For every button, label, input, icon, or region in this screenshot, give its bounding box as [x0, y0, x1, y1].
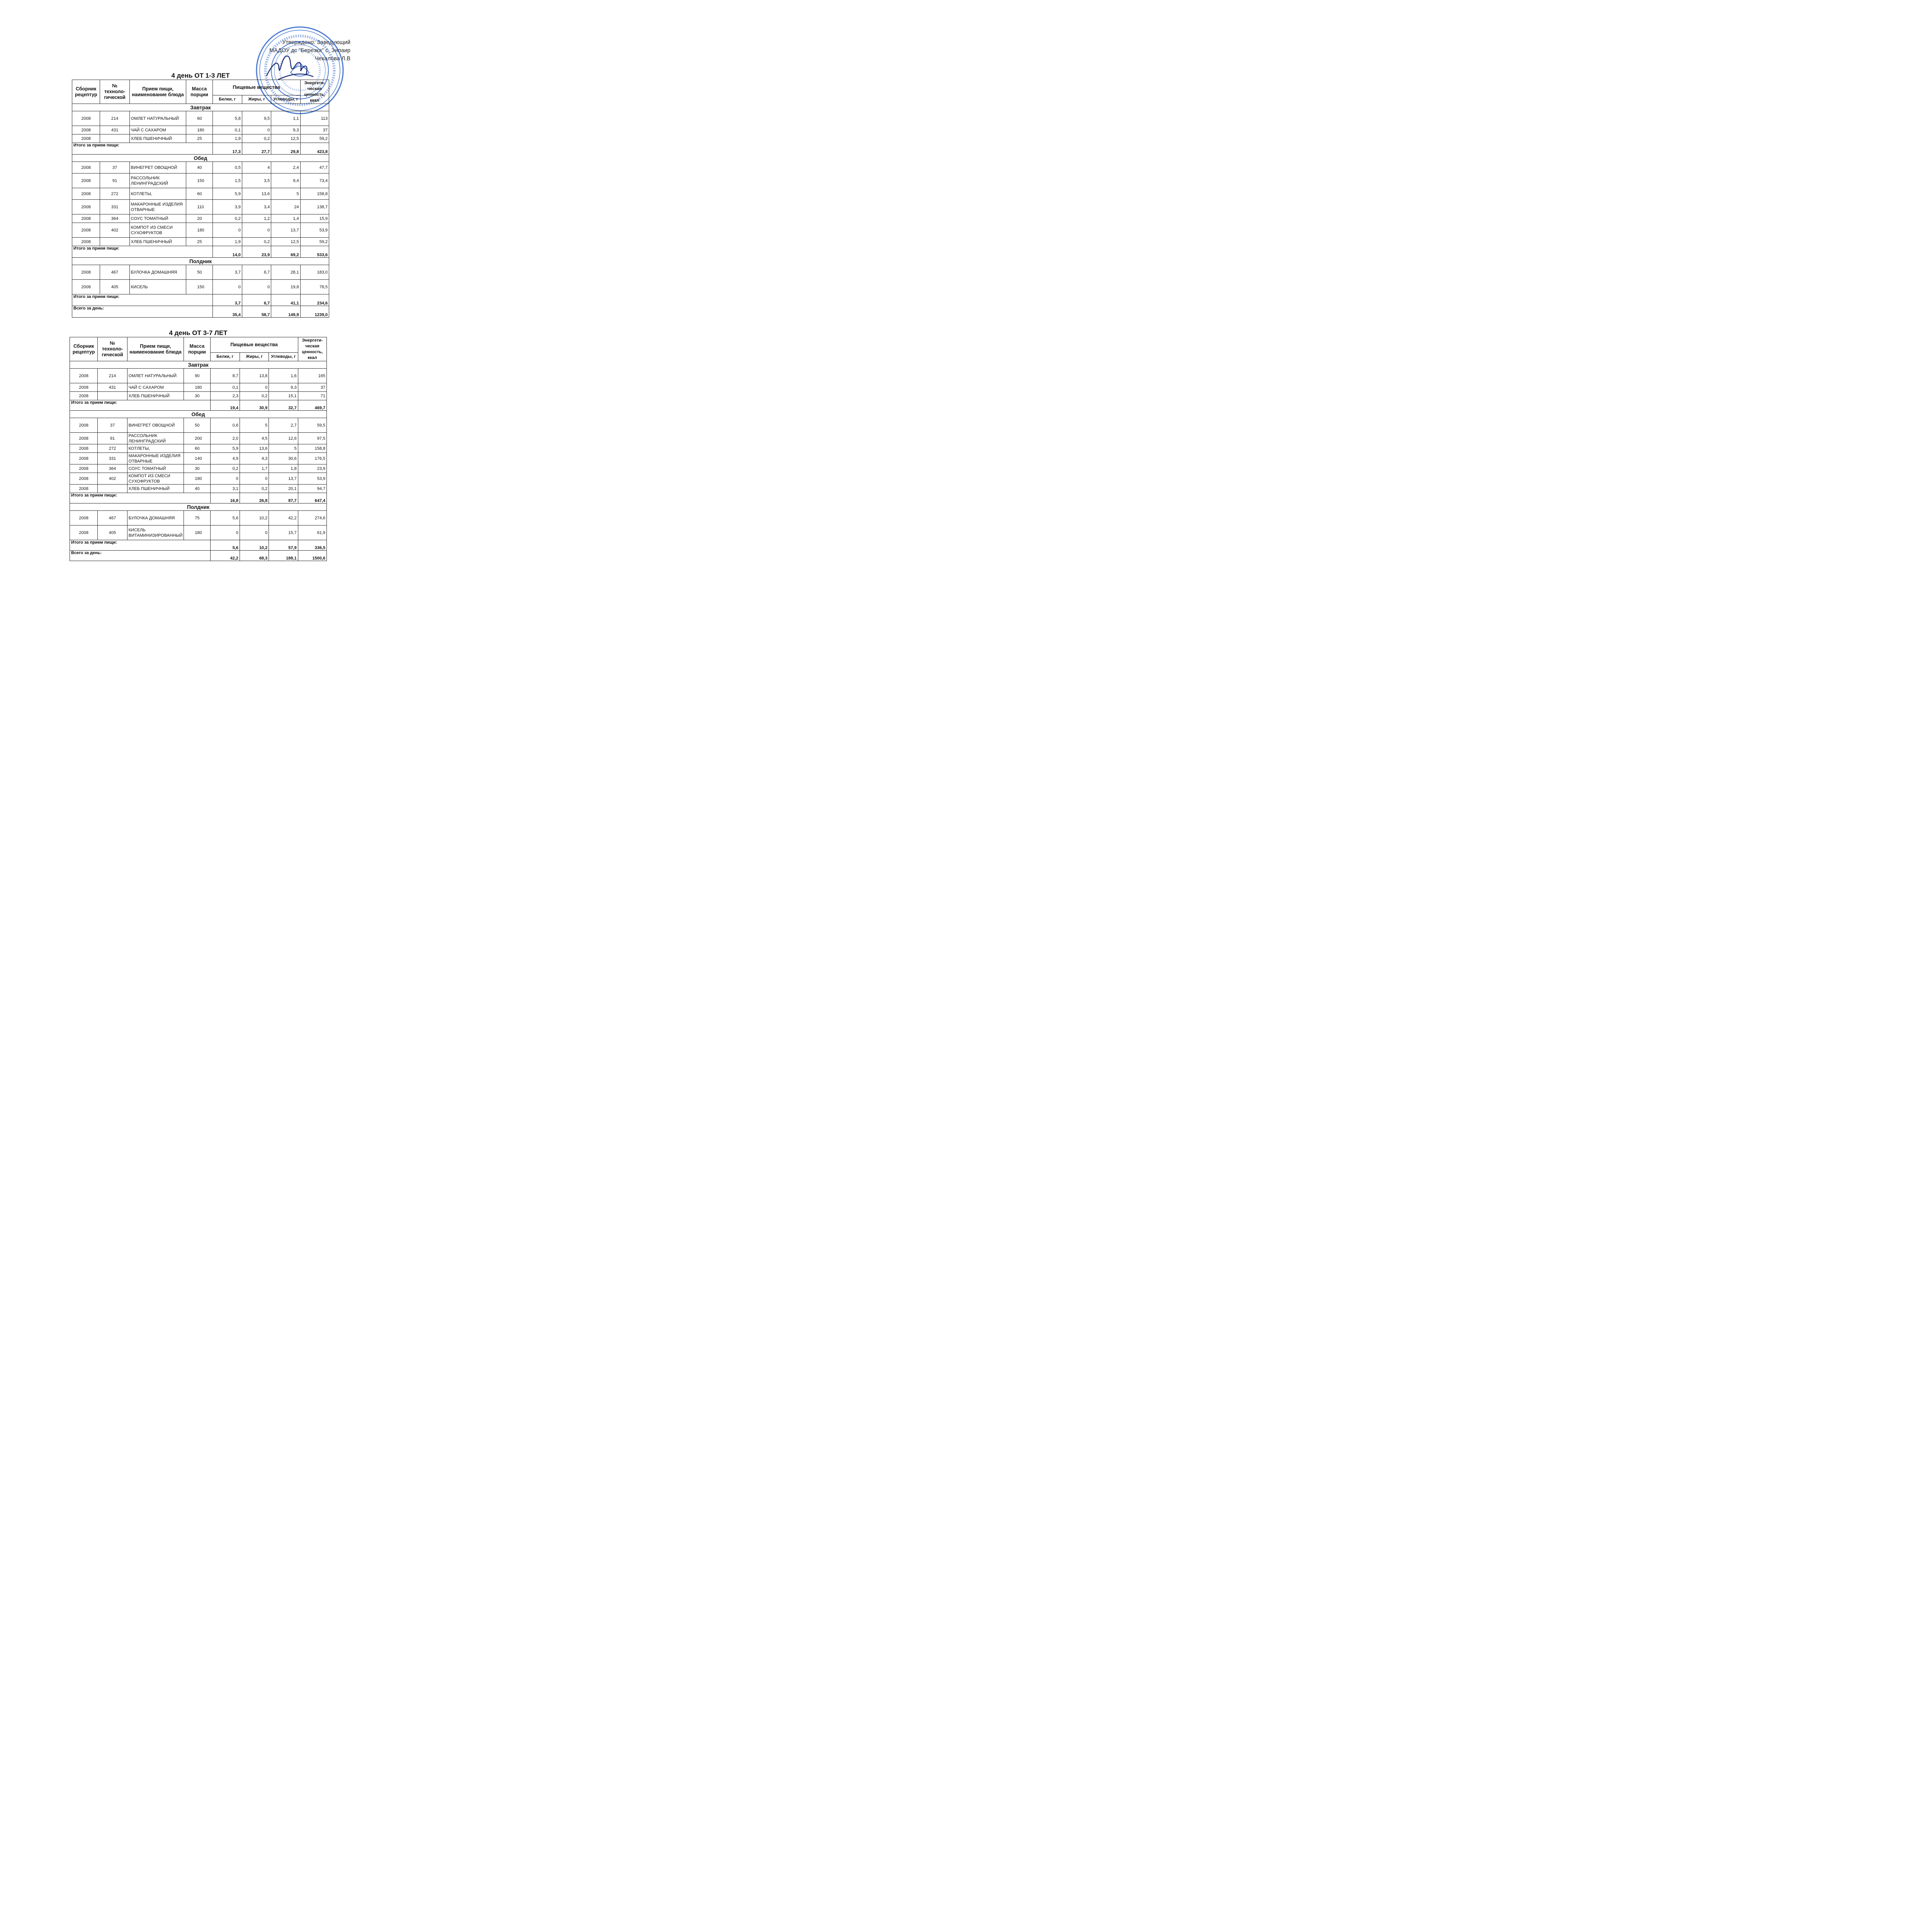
recipe-collection-cell: 2008	[70, 473, 98, 485]
day-total-energy: 1500,6	[298, 551, 326, 561]
table-row	[72, 162, 329, 173]
meal-heading: Завтрак	[72, 104, 329, 111]
meal-total-proteins: 3,7	[213, 294, 242, 306]
day-total-energy: 1239,0	[300, 306, 329, 318]
meal-total-carbs: 87,7	[269, 493, 298, 503]
energy-cell: 78,5	[300, 280, 329, 294]
table-row	[70, 369, 327, 383]
tech-card-number-cell: 272	[100, 188, 129, 200]
energy-cell: 97,5	[298, 433, 326, 444]
table-row	[72, 200, 329, 214]
carbs-cell: 1,6	[269, 369, 298, 383]
carbs-cell: 1,4	[271, 214, 300, 223]
dish-name-cell: КОТЛЕТЫ,	[127, 444, 184, 453]
table-row	[72, 265, 329, 280]
meal-total-fats: 30,9	[240, 400, 269, 411]
energy-cell: 61,9	[298, 526, 326, 540]
dish-name-cell: МАКАРОННЫЕ ИЗДЕЛИЯ ОТВАРНЫЕ	[129, 200, 186, 214]
proteins-cell: 0	[213, 280, 242, 294]
tech-card-number-cell: 431	[98, 383, 127, 392]
meal-total-label: Итого за прием пищи:	[70, 400, 211, 411]
col-header-nutrients: Пищевые вещества	[210, 337, 298, 353]
portion-mass-cell: 30	[184, 464, 210, 473]
meal-total-carbs: 41,1	[271, 294, 300, 306]
meal-total-carbs: 69,2	[271, 246, 300, 258]
proteins-cell: 1,9	[213, 134, 242, 143]
fats-cell: 1,7	[240, 464, 269, 473]
fats-cell: 1,2	[242, 214, 271, 223]
recipe-collection-cell: 2008	[70, 453, 98, 464]
tech-card-number-cell: 467	[98, 511, 127, 526]
col-header-tech-no: № техноло-гической	[100, 80, 129, 104]
portion-mass-cell: 20	[186, 214, 213, 223]
proteins-cell: 5,9	[213, 188, 242, 200]
dish-name-cell: БУЛОЧКА ДОМАШНЯЯ	[127, 511, 184, 526]
tech-card-number-cell: 272	[98, 444, 127, 453]
table-row	[70, 464, 327, 473]
energy-cell: 53,9	[298, 473, 326, 485]
meal-total-label: Итого за прием пищи:	[72, 143, 213, 155]
col-header-meal-name: Прием пищи, наименование блюда	[129, 80, 186, 104]
portion-mass-cell: 180	[184, 383, 210, 392]
table-row	[70, 418, 327, 433]
dish-name-cell: МАКАРОННЫЕ ИЗДЕЛИЯ ОТВАРНЫЕ	[127, 453, 184, 464]
carbs-cell: 19,8	[271, 280, 300, 294]
fats-cell: 0	[240, 473, 269, 485]
tech-card-number-cell: 91	[98, 433, 127, 444]
col-header-carbs: Углеводы, г	[271, 95, 300, 104]
dish-name-cell: ХЛЕБ ПШЕНИЧНЫЙ	[127, 392, 184, 400]
meal-total-fats: 23,9	[242, 246, 271, 258]
portion-mass-cell: 180	[186, 126, 213, 134]
tech-card-number-cell: 364	[98, 464, 127, 473]
fats-cell: 13,6	[242, 188, 271, 200]
fats-cell: 0	[242, 280, 271, 294]
recipe-collection-cell: 2008	[70, 464, 98, 473]
meal-total-proteins: 14,0	[213, 246, 242, 258]
meal-total-label: Итого за прием пищи:	[70, 493, 211, 503]
meal-total-fats: 27,7	[242, 143, 271, 155]
carbs-cell: 28,1	[271, 265, 300, 280]
proteins-cell: 4,9	[210, 453, 240, 464]
dish-name-cell: ОМЛЕТ НАТУРАЛЬНЫЙ	[127, 369, 184, 383]
meal-total-carbs: 29,8	[271, 143, 300, 155]
day-total-fats: 58,7	[242, 306, 271, 318]
tech-card-number-cell	[100, 134, 129, 143]
meal-heading: Полдник	[72, 258, 329, 265]
col-header-fats: Жиры, г	[240, 353, 269, 361]
carbs-cell: 15,7	[269, 526, 298, 540]
menu-title-preschool: 4 день ОТ 3-7 ЛЕТ	[169, 329, 228, 337]
dish-name-cell: КОМПОТ ИЗ СМЕСИ СУХОФРУКТОВ	[127, 473, 184, 485]
proteins-cell: 0	[210, 473, 240, 485]
table-row	[72, 280, 329, 294]
energy-cell: 165	[298, 369, 326, 383]
energy-cell: 113	[300, 111, 329, 126]
recipe-collection-cell: 2008	[72, 126, 100, 134]
col-header-proteins: Белки, г	[213, 95, 242, 104]
carbs-cell: 1,1	[271, 111, 300, 126]
energy-cell: 59,5	[298, 418, 326, 433]
day-total-fats: 68,3	[240, 551, 269, 561]
recipe-collection-cell: 2008	[70, 485, 98, 493]
meal-total-energy: 234,6	[300, 294, 329, 306]
portion-mass-cell: 25	[186, 134, 213, 143]
table-row	[72, 223, 329, 238]
proteins-cell: 0,2	[210, 464, 240, 473]
portion-mass-cell: 50	[186, 265, 213, 280]
table-row	[70, 433, 327, 444]
carbs-cell: 42,2	[269, 511, 298, 526]
fats-cell: 6,7	[242, 265, 271, 280]
carbs-cell: 12,5	[271, 238, 300, 246]
dish-name-cell: КОТЛЕТЫ,	[129, 188, 186, 200]
energy-cell: 15,9	[300, 214, 329, 223]
fats-cell: 10,2	[240, 511, 269, 526]
recipe-collection-cell: 2008	[72, 214, 100, 223]
meal-total-energy: 533,6	[300, 246, 329, 258]
proteins-cell: 2,3	[210, 392, 240, 400]
recipe-collection-cell: 2008	[72, 173, 100, 188]
proteins-cell: 2,0	[210, 433, 240, 444]
fats-cell: 0	[242, 223, 271, 238]
recipe-collection-cell: 2008	[70, 418, 98, 433]
day-total-label: Всего за день:	[72, 306, 213, 318]
col-header-energy: Энергети-ческая ценность, ккал	[298, 337, 326, 361]
meal-total-fats: 10,2	[240, 540, 269, 551]
tech-card-number-cell: 91	[100, 173, 129, 188]
energy-cell: 71	[298, 392, 326, 400]
energy-cell: 23,9	[298, 464, 326, 473]
recipe-collection-cell: 2008	[72, 134, 100, 143]
meal-heading: Полдник	[70, 503, 327, 511]
energy-cell: 47,7	[300, 162, 329, 173]
approval-line-2: МАДОУ дс "Березка" с. Зилаир	[269, 48, 350, 54]
col-header-collection: Сборник рецептур	[72, 80, 100, 104]
dish-name-cell: РАССОЛЬНИК ЛЕНИНГРАДСКИЙ	[127, 433, 184, 444]
portion-mass-cell: 60	[186, 188, 213, 200]
day-total-carbs: 149,9	[271, 306, 300, 318]
carbs-cell: 2,7	[269, 418, 298, 433]
carbs-cell: 9,3	[269, 383, 298, 392]
fats-cell: 0,2	[242, 238, 271, 246]
table-row	[72, 238, 329, 246]
energy-cell: 37	[300, 126, 329, 134]
energy-cell: 53,9	[300, 223, 329, 238]
meal-total-carbs: 32,7	[269, 400, 298, 411]
carbs-cell: 13,7	[271, 223, 300, 238]
meal-total-proteins: 17,3	[213, 143, 242, 155]
proteins-cell: 3,1	[210, 485, 240, 493]
tech-card-number-cell: 331	[98, 453, 127, 464]
carbs-cell: 9,4	[271, 173, 300, 188]
portion-mass-cell: 30	[184, 392, 210, 400]
portion-mass-cell: 180	[184, 526, 210, 540]
proteins-cell: 0,5	[213, 162, 242, 173]
proteins-cell: 1,9	[213, 238, 242, 246]
proteins-cell: 3,7	[213, 265, 242, 280]
portion-mass-cell: 180	[186, 223, 213, 238]
meal-heading: Завтрак	[70, 361, 327, 369]
portion-mass-cell: 110	[186, 200, 213, 214]
recipe-collection-cell: 2008	[72, 265, 100, 280]
meal-total-proteins: 16,8	[210, 493, 240, 503]
meal-total-label: Итого за прием пищи:	[72, 294, 213, 306]
tech-card-number-cell: 402	[98, 473, 127, 485]
portion-mass-cell: 40	[186, 162, 213, 173]
tech-card-number-cell: 364	[100, 214, 129, 223]
recipe-collection-cell: 2008	[72, 238, 100, 246]
recipe-collection-cell: 2008	[72, 188, 100, 200]
portion-mass-cell: 200	[184, 433, 210, 444]
col-header-energy: Энергети-ческая ценность, ккал	[300, 80, 329, 104]
dish-name-cell: КИСЕЛЬ ВИТАМИНИЗИРОВАННЫЙ	[127, 526, 184, 540]
tech-card-number-cell: 214	[100, 111, 129, 126]
recipe-collection-cell: 2008	[70, 433, 98, 444]
dish-name-cell: КИСЕЛЬ	[129, 280, 186, 294]
tech-card-number-cell: 402	[100, 223, 129, 238]
meal-total-energy: 469,7	[298, 400, 326, 411]
portion-mass-cell: 150	[186, 280, 213, 294]
proteins-cell: 5,9	[210, 444, 240, 453]
fats-cell: 0,2	[242, 134, 271, 143]
table-row	[72, 173, 329, 188]
col-header-nutrients: Пищевые вещества	[213, 80, 300, 95]
portion-mass-cell: 40	[184, 485, 210, 493]
proteins-cell: 0,2	[213, 214, 242, 223]
proteins-cell: 8,7	[210, 369, 240, 383]
recipe-collection-cell: 2008	[70, 369, 98, 383]
recipe-collection-cell: 2008	[72, 280, 100, 294]
col-header-meal-name: Прием пищи, наименование блюда	[127, 337, 184, 361]
dish-name-cell: ХЛЕБ ПШЕНИЧНЫЙ	[129, 238, 186, 246]
tech-card-number-cell	[100, 238, 129, 246]
proteins-cell: 3,9	[213, 200, 242, 214]
fats-cell: 0	[242, 126, 271, 134]
fats-cell: 0,2	[240, 485, 269, 493]
approval-line-3: Чекалова Л.В	[315, 56, 350, 62]
meal-heading: Обед	[70, 411, 327, 418]
menu-table-toddlers	[72, 80, 329, 318]
approval-line-1: Утверждено: Заведующий	[282, 39, 350, 46]
proteins-cell: 0,6	[210, 418, 240, 433]
energy-cell: 176,5	[298, 453, 326, 464]
dish-name-cell: РАССОЛЬНИК ЛЕНИНГРАДСКИЙ	[129, 173, 186, 188]
fats-cell: 3,5	[242, 173, 271, 188]
fats-cell: 0	[240, 383, 269, 392]
recipe-collection-cell: 2008	[70, 444, 98, 453]
col-header-collection: Сборник рецептур	[70, 337, 98, 361]
col-header-proteins: Белки, г	[210, 353, 240, 361]
dish-name-cell: БУЛОЧКА ДОМАШНЯЯ	[129, 265, 186, 280]
proteins-cell: 0	[213, 223, 242, 238]
table-row	[70, 453, 327, 464]
tech-card-number-cell: 431	[100, 126, 129, 134]
carbs-cell: 5	[271, 188, 300, 200]
table-row	[72, 188, 329, 200]
dish-name-cell: ВИНЕГРЕТ ОВОЩНОЙ	[127, 418, 184, 433]
tech-card-number-cell: 37	[98, 418, 127, 433]
portion-mass-cell: 50	[184, 418, 210, 433]
tech-card-number-cell: 214	[98, 369, 127, 383]
meal-total-label: Итого за прием пищи:	[70, 540, 211, 551]
energy-cell: 158,8	[298, 444, 326, 453]
portion-mass-cell: 75	[184, 511, 210, 526]
tech-card-number-cell: 405	[98, 526, 127, 540]
portion-mass-cell: 25	[186, 238, 213, 246]
meal-total-carbs: 57,9	[269, 540, 298, 551]
meal-total-proteins: 5,6	[210, 540, 240, 551]
recipe-collection-cell: 2008	[72, 111, 100, 126]
proteins-cell: 0,1	[213, 126, 242, 134]
recipe-collection-cell: 2008	[72, 162, 100, 173]
table-row	[70, 526, 327, 540]
meal-total-proteins: 19,4	[210, 400, 240, 411]
day-total-proteins: 42,2	[210, 551, 240, 561]
energy-cell: 59,2	[300, 238, 329, 246]
tech-card-number-cell: 467	[100, 265, 129, 280]
energy-cell: 94,7	[298, 485, 326, 493]
recipe-collection-cell: 2008	[70, 383, 98, 392]
col-header-tech-no: № техноло-гической	[98, 337, 127, 361]
fats-cell: 4	[242, 162, 271, 173]
carbs-cell: 15,1	[269, 392, 298, 400]
meal-heading: Обед	[72, 155, 329, 162]
dish-name-cell: ЧАЙ С САХАРОМ	[127, 383, 184, 392]
dish-name-cell: ОМЛЕТ НАТУРАЛЬНЫЙ	[129, 111, 186, 126]
portion-mass-cell: 60	[186, 111, 213, 126]
menu-table-preschool	[70, 337, 327, 561]
carbs-cell: 2,4	[271, 162, 300, 173]
carbs-cell: 20,1	[269, 485, 298, 493]
table-row	[70, 473, 327, 485]
proteins-cell: 5,6	[210, 511, 240, 526]
portion-mass-cell: 180	[184, 473, 210, 485]
energy-cell: 59,2	[300, 134, 329, 143]
fats-cell: 5	[240, 418, 269, 433]
recipe-collection-cell: 2008	[70, 526, 98, 540]
table-row	[72, 111, 329, 126]
portion-mass-cell: 60	[184, 444, 210, 453]
day-total-carbs: 188,1	[269, 551, 298, 561]
dish-name-cell: ХЛЕБ ПШЕНИЧНЫЙ	[127, 485, 184, 493]
meal-total-label: Итого за прием пищи:	[72, 246, 213, 258]
carbs-cell: 12,5	[271, 134, 300, 143]
proteins-cell: 1,5	[213, 173, 242, 188]
energy-cell: 158,8	[300, 188, 329, 200]
carbs-cell: 24	[271, 200, 300, 214]
table-row	[72, 126, 329, 134]
tech-card-number-cell	[98, 485, 127, 493]
tech-card-number-cell	[98, 392, 127, 400]
proteins-cell: 0	[210, 526, 240, 540]
portion-mass-cell: 90	[184, 369, 210, 383]
recipe-collection-cell: 2008	[72, 200, 100, 214]
table-row	[70, 485, 327, 493]
fats-cell: 3,4	[242, 200, 271, 214]
tech-card-number-cell: 331	[100, 200, 129, 214]
fats-cell: 0	[240, 526, 269, 540]
energy-cell: 183,0	[300, 265, 329, 280]
recipe-collection-cell: 2008	[70, 392, 98, 400]
table-row	[72, 214, 329, 223]
carbs-cell: 13,7	[269, 473, 298, 485]
col-header-fats: Жиры, г	[242, 95, 271, 104]
table-row	[70, 392, 327, 400]
tech-card-number-cell: 405	[100, 280, 129, 294]
energy-cell: 274,6	[298, 511, 326, 526]
fats-cell: 9,5	[242, 111, 271, 126]
meal-total-energy: 423,8	[300, 143, 329, 155]
fats-cell: 13,6	[240, 444, 269, 453]
carbs-cell: 5	[269, 444, 298, 453]
tech-card-number-cell: 37	[100, 162, 129, 173]
dish-name-cell: СОУС ТОМАТНЫЙ	[129, 214, 186, 223]
carbs-cell: 1,8	[269, 464, 298, 473]
col-header-mass: Масса порции	[184, 337, 210, 361]
energy-cell: 73,4	[300, 173, 329, 188]
recipe-collection-cell: 2008	[72, 223, 100, 238]
dish-name-cell: СОУС ТОМАТНЫЙ	[127, 464, 184, 473]
day-total-label: Всего за день:	[70, 551, 211, 561]
meal-total-fats: 26,8	[240, 493, 269, 503]
proteins-cell: 5,8	[213, 111, 242, 126]
dish-name-cell: ЧАЙ С САХАРОМ	[129, 126, 186, 134]
recipe-collection-cell: 2008	[70, 511, 98, 526]
meal-total-energy: 336,5	[298, 540, 326, 551]
menu-title-toddlers: 4 день ОТ 1-3 ЛЕТ	[171, 72, 230, 79]
fats-cell: 4,5	[240, 433, 269, 444]
proteins-cell: 0,1	[210, 383, 240, 392]
table-row	[70, 383, 327, 392]
carbs-cell: 12,6	[269, 433, 298, 444]
col-header-mass: Масса порции	[186, 80, 213, 104]
meal-total-energy: 647,4	[298, 493, 326, 503]
fats-cell: 0,2	[240, 392, 269, 400]
meal-total-fats: 6,7	[242, 294, 271, 306]
fats-cell: 13,8	[240, 369, 269, 383]
table-row	[70, 444, 327, 453]
portion-mass-cell: 150	[186, 173, 213, 188]
dish-name-cell: ВИНЕГРЕТ ОВОЩНОЙ	[129, 162, 186, 173]
portion-mass-cell: 140	[184, 453, 210, 464]
carbs-cell: 30,6	[269, 453, 298, 464]
table-row	[72, 134, 329, 143]
fats-cell: 4,3	[240, 453, 269, 464]
table-row	[70, 511, 327, 526]
dish-name-cell: ХЛЕБ ПШЕНИЧНЫЙ	[129, 134, 186, 143]
col-header-carbs: Углеводы, г	[269, 353, 298, 361]
energy-cell: 37	[298, 383, 326, 392]
day-total-proteins: 35,4	[213, 306, 242, 318]
energy-cell: 138,7	[300, 200, 329, 214]
carbs-cell: 9,3	[271, 126, 300, 134]
dish-name-cell: КОМПОТ ИЗ СМЕСИ СУХОФРУКТОВ	[129, 223, 186, 238]
